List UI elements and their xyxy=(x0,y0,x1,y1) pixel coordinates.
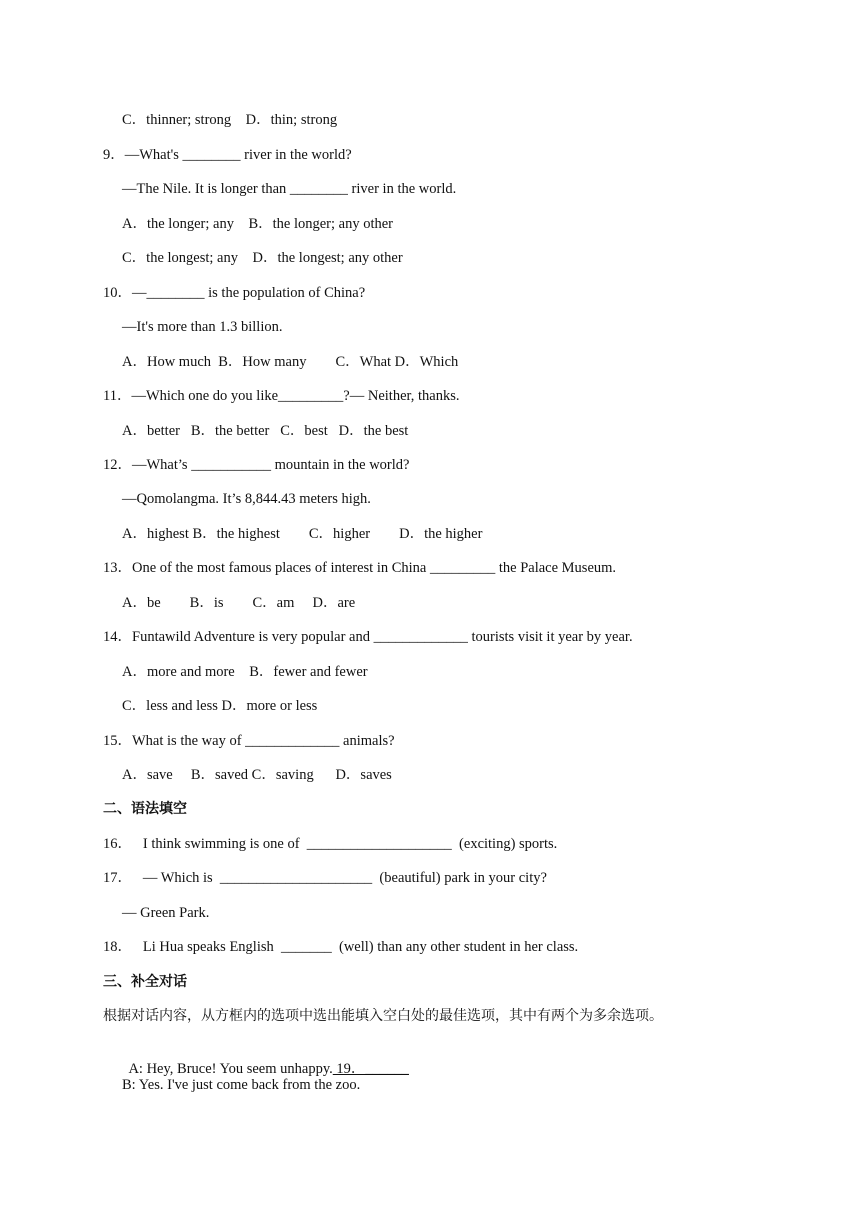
q14-options-cd: C．less and less D．more or less xyxy=(122,698,318,714)
q15-stem: 15．What is the way of _____________ animals? xyxy=(103,733,395,749)
q11-options: A．better B．the better C．best D．the best xyxy=(122,423,409,439)
dialog-a-text: A: Hey, Bruce! You seem unhappy. xyxy=(128,1061,333,1077)
q12-reply: —Qomolangma. It’s 8,844.43 meters high. xyxy=(122,491,371,507)
dialog-a-blank: 19．______ xyxy=(332,1061,409,1077)
q10-reply: —It's more than 1.3 billion. xyxy=(122,319,283,335)
q9-reply: —The Nile. It is longer than ________ river in the world. xyxy=(122,181,457,197)
q16-stem: 16． I think swimming is one of ____________________ (exciting) sports. xyxy=(103,836,558,852)
q13-stem: 13．One of the most famous places of interest in China _________ the Palace Museum. xyxy=(103,560,617,576)
q9-stem: 9．—What's ________ river in the world? xyxy=(103,147,352,163)
q11-stem: 11．—Which one do you like_________?— Neither, thanks. xyxy=(103,388,460,404)
q17-reply: — Green Park. xyxy=(122,905,210,921)
q12-options: A．highest B．the highest C．higher D．the higher xyxy=(122,526,483,542)
q15-options: A．save B．saved C．saving D．saves xyxy=(122,767,392,783)
section-2-title: 二、语法填空 xyxy=(103,801,187,817)
q10-options: A．How much B．How many C．What D．Which xyxy=(122,354,459,370)
q18-stem: 18． Li Hua speaks English _______ (well) than any other student in her class. xyxy=(103,939,579,955)
q9-options-cd: C．the longest; any D．the longest; any other xyxy=(122,250,403,266)
dialog-line-a xyxy=(122,1042,409,1078)
q14-options-ab: A．more and more B．fewer and fewer xyxy=(122,664,368,680)
q8-options-cd: C．thinner; strong D．thin; strong xyxy=(122,112,338,128)
q14-stem: 14．Funtawild Adventure is very popular and _____________ tourists visit it year by year. xyxy=(103,629,633,645)
q13-options: A．be B．is C．am D．are xyxy=(122,595,356,611)
dialog-line-b: B: Yes. I've just come back from the zoo. xyxy=(122,1077,361,1093)
section-3-instruction: 根据对话内容，从方框内的选项中选出能填入空白处的最佳选项，其中有两个为多余选项。 xyxy=(103,1008,663,1024)
section-3-title: 三、补全对话 xyxy=(103,974,187,990)
q10-stem: 10．—________ is the population of China? xyxy=(103,285,366,301)
q17-stem: 17． — Which is _____________________ (beautiful) park in your city? xyxy=(103,870,547,886)
q9-options-ab: A．the longer; any B．the longer; any other xyxy=(122,216,394,232)
q12-stem: 12．—What’s ___________ mountain in the world? xyxy=(103,457,410,473)
